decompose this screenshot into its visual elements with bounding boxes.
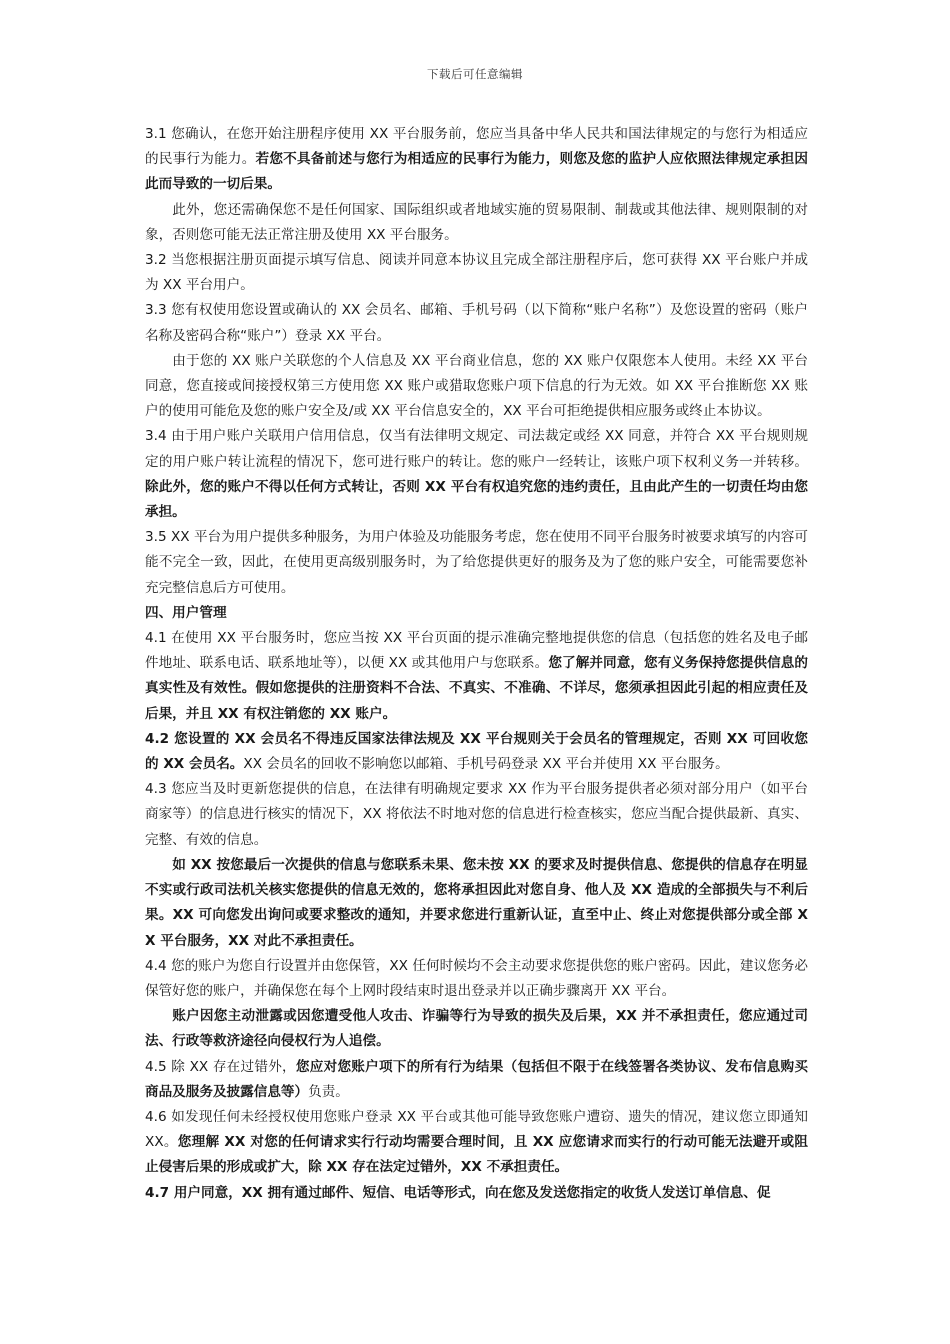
paragraph (145, 853, 808, 954)
text: 3.2 当您根据注册页面提示填写信息、阅读并同意本协议且完成全部注册程序后，您可获得 XX 平台账户并成为 XX 平台用户。 (145, 252, 808, 294)
bold-text: 账户因您主动泄露或因您遭受他人攻击、诈骗等行为导致的损失及后果，XX 并不承担责任，您应通过司法、行政等救济途径向侵权行为人追偿。 (145, 1008, 808, 1050)
paragraph (145, 424, 808, 525)
paragraph (145, 777, 808, 853)
bold-text: 如 XX 按您最后一次提供的信息与您联系未果、您未按 XX 的要求及时提供信息、您提供的信息存在明显不实或行政司法机关核实您提供的信息无效的，您将承担因此对您自身、他人及 XX 造成的全部损失与不利后果。XX 可向您发出询问或要求整改的通知，并要求您进行重新认证，直至中止、终止对您提供部分或全部 XX 平台服务，XX 对此不承担责任。 (145, 856, 808, 949)
bold-text: 您理解 XX 对您的任何请求实行行动均需要合理时间，且 XX 应您请求而实行的行动可能无法避开或阻止侵害后果的形成或扩大，除 XX 存在法定过错外，XX 不承担责任。 (145, 1134, 808, 1176)
text: 由于您的 XX 账户关联您的个人信息及 XX 平台商业信息，您的 XX 账户仅限您本人使用。未经 XX 平台同意，您直接或间接授权第三方使用您 XX 账户或猎取您账户项下信息的行为无效。如 XX 平台推断您 XX 账户的使用可能危及您的账户安全及/或 XX 平台信息安全的，XX 平台可拒绝提供相应服务或终止本协议。 (145, 352, 808, 420)
paragraph (145, 601, 808, 626)
paragraph (145, 122, 808, 198)
document-body (145, 122, 808, 1206)
paragraph (145, 727, 808, 777)
paragraph (145, 525, 808, 601)
text: 4.4 您的账户为您自行设置并由您保管，XX 任何时候均不会主动要求您提供您的账户密码。因此，建议您务必保管好您的账户，并确保您在每个上网时段结束时退出登录并以正确步骤离开 XX 平台。 (145, 957, 808, 999)
bold-text: 您了解并同意，您有义务保持您提供信息的真实性及有效性。假如您提供的注册资料不合法、不真实、不准确、不详尽，您须承担因此引起的相应责任及后果，并且 XX 有权注销您的 XX 账户。 (145, 655, 808, 722)
paragraph (145, 1055, 808, 1105)
bold-text: 若您不具备前述与您行为相适应的民事行为能力，则您及您的监护人应依照法律规定承担因此而导致的一切后果。 (145, 151, 809, 193)
text: 4.3 您应当及时更新您提供的信息，在法律有明确规定要求 XX 作为平台服务提供者必须对部分用户（如平台商家等）的信息进行核实的情况下，XX 将依法不时地对您的信息进行检查核实，您应当配合提供最新、真实、完整、有效的信息。 (145, 781, 808, 848)
text: 4.6 如发现任何未经授权使用您账户登录 XX 平台或其他可能导致您账户遭窃、遗失的情况，建议您立即通知 XX。 (145, 1108, 808, 1151)
text: 4.5 除 XX 存在过错外， (145, 1058, 296, 1075)
paragraph (145, 1004, 808, 1054)
paragraph (145, 626, 808, 727)
paragraph (145, 248, 808, 298)
text: 3.1 您确认，在您开始注册程序使用 XX 平台服务前，您应当具备中华人民共和国法律规定的与您行为相适应的民事行为能力。 (145, 126, 808, 168)
text: 此外，您还需确保您不是任何国家、国际组织或者地域实施的贸易限制、制裁或其他法律、规则限制的对象，否则您可能无法正常注册及使用 XX 平台服务。 (145, 201, 808, 243)
bold-text: 四、用户管理 (145, 604, 227, 621)
paragraph (145, 349, 808, 425)
bold-text: 4.7 用户同意，XX 拥有通过邮件、短信、电话等形式，向在您及发送您指定的收货人发送订单信息、促 (145, 1184, 771, 1201)
text: 3.4 由于用户账户关联用户信用信息，仅当有法律明文规定、司法裁定或经 XX 同意，并符合 XX 平台规则规定的用户账户转让流程的情况下，您可进行账户的转让。您的账户一经转让，该账户项下权利义务一并转移。 (145, 428, 808, 470)
page-header: 下载后可任意编辑 (427, 67, 523, 81)
text: 3.5 XX 平台为用户提供多种服务，为用户体验及功能服务考虑，您在使用不同平台服务时被要求填写的内容可能不完全一致，因此，在使用更高级别服务时，为了给您提供更好的服务及为了您的账户安全，可能需要您补充完整信息后方可使用。 (145, 529, 808, 596)
paragraph (145, 298, 808, 348)
text: 负责。 (308, 1083, 349, 1100)
text: 4.1 在使用 XX 平台服务时，您应当按 XX 平台页面的提示准确完整地提供您的信息（包括您的姓名及电子邮件地址、联系电话、联系地址等），以便 XX 或其他用户与您联系。 (145, 630, 808, 672)
text: XX 会员名的回收不影响您以邮箱、手机号码登录 XX 平台并使用 XX 平台服务。 (243, 756, 729, 773)
paragraph (145, 1105, 808, 1181)
paragraph (145, 954, 808, 1004)
bold-text: 4.2 您设置的 XX 会员名不得违反国家法律法规及 XX 平台规则关于会员名的管理规定，否则 XX 可回收您的 XX 会员名。 (145, 730, 808, 773)
bold-text: 除此外，您的账户不得以任何方式转让，否则 XX 平台有权追究您的违约责任，且由此产生的一切责任均由您承担。 (145, 478, 808, 521)
bold-text: 您应对您账户项下的所有行为结果（包括但不限于在线签署各类协议、发布信息购买商品及服务及披露信息等） (145, 1058, 808, 1100)
paragraph (145, 198, 808, 248)
text: 3.3 您有权使用您设置或确认的 XX 会员名、邮箱、手机号码（以下简称“账户名称”）及您设置的密码（账户名称及密码合称“账户”）登录 XX 平台。 (145, 302, 808, 344)
paragraph (145, 1181, 808, 1206)
